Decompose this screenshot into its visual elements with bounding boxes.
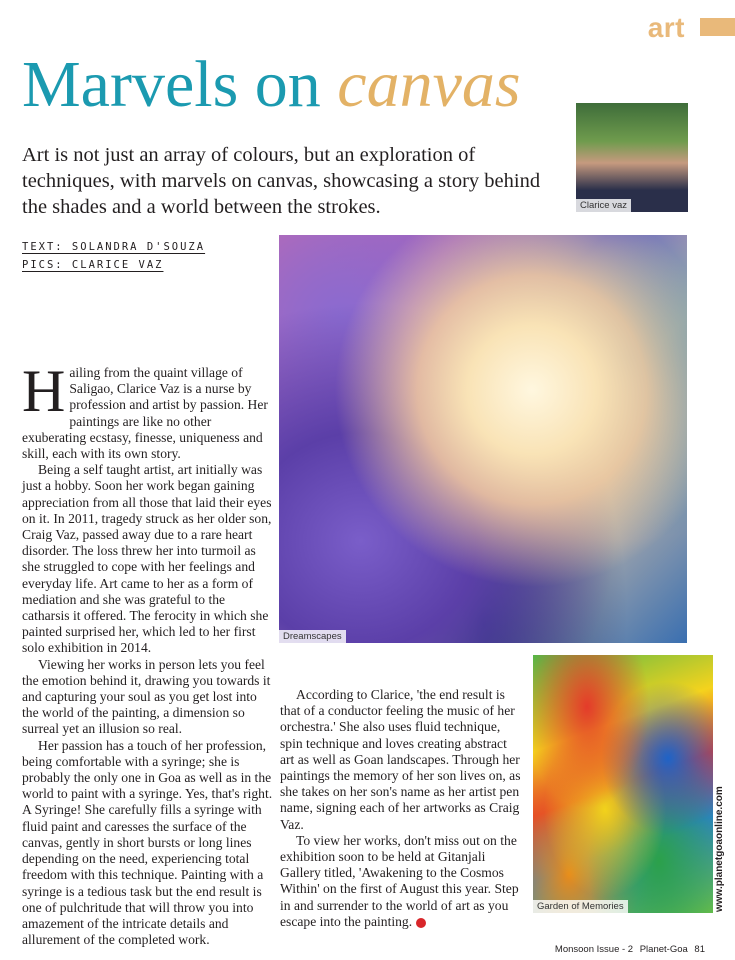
portrait-caption: Clarice vaz: [576, 199, 631, 212]
article-title: [22, 48, 521, 121]
section-tag: art: [647, 12, 685, 43]
drop-cap: H: [22, 358, 66, 424]
title-part-1: Marvels on: [22, 48, 321, 121]
footer-page-number: 81: [694, 944, 705, 955]
paragraph-6: [280, 833, 522, 930]
side-url: www.planetgoaonline.com: [714, 786, 725, 912]
paragraph-5: According to Clarice, 'the end result is that of a conductor feeling the music of her orchestra.' She also uses fluid technique, spin technique and loves creating abstract art as well as Goan landscapes. Through her paintings the memory of her son lives on, as she takes on her son's name as her artist pen name, signing each of her artworks as Craig Vaz.: [280, 687, 521, 832]
pics-credit: PICS: CLARICE VAZ: [22, 259, 164, 271]
page-footer: [551, 944, 705, 955]
section-tag-bar: [700, 18, 735, 36]
painting-garden-of-memories: [533, 655, 713, 913]
footer-issue: Monsoon Issue - 2: [554, 944, 634, 955]
paragraph-1-text: ailing from the quaint village of Saligao, Clarice Vaz is a nurse by profession and artist by passion. Her paintings are like no other exuberating ecstasy, finesse, uniqueness and skill, each with its own story.: [22, 365, 268, 462]
body-column-2: [280, 687, 522, 930]
paragraph-3: Viewing her works in person lets you feel the emotion behind it, drawing you towards it and capturing your soul as you get lost into the world of the painting, a dimension so surreal yet an illusion so real.: [22, 656, 271, 737]
footer-publication: Planet-Goa: [639, 944, 688, 955]
paragraph-1: [22, 358, 274, 462]
body-column-1: [22, 358, 274, 948]
standfirst: Art is not just an array of colours, but an exploration of techniques, with marvels on canvas, showcasing a story behind the shades and a world between the strokes.: [22, 144, 541, 218]
credits: [22, 238, 205, 274]
paragraph-4: Her passion has a touch of her profession, being comfortable with a syringe; she is probably the only one in Goa as well as in the world to paint with a syringe. Yes, that's right. A Syringe! She carefully fills a syringe with fluid paint and caresses the surface of the canvas, gently in short bursts or long lines depending on the need, experiencing total freedom with this technique. Painting with a syringe is a tedious task but the end result is one of pulchritude that will throw you into amazement of the intricate details and allurement of the completed work.: [22, 737, 273, 948]
title-part-2: canvas: [337, 48, 521, 121]
painting1-caption: Dreamscapes: [279, 630, 346, 643]
paragraph-2: Being a self taught artist, art initially was just a hobby. Soon her work began gaining appreciation from all those that laid their eyes on it. In 2011, tragedy struck as her older son, Craig Vaz, passed away due to a rare heart disorder. The loss threw her into turmoil as she struggled to cope with her feelings and everyday life. Art came to her as a form of mediation and she was grateful to the catharsis it offered. The ferocity in which she painted surprised her, which led to her first solo exhibition in 2014.: [22, 462, 272, 656]
text-credit: TEXT: SOLANDRA D'SOUZA: [22, 241, 206, 253]
painting2-caption: Garden of Memories: [533, 900, 628, 913]
end-mark-icon: [416, 918, 426, 928]
paragraph-6-text: To view her works, don't miss out on the exhibition soon to be held at Gitanjali Gallery titled, 'Awakening to the Cosmos Within' on the first of August this year. Step in and surrender to the world of art as you escape into the painting.: [280, 832, 519, 929]
artist-portrait: [576, 103, 688, 212]
painting-dreamscapes: [279, 235, 687, 643]
